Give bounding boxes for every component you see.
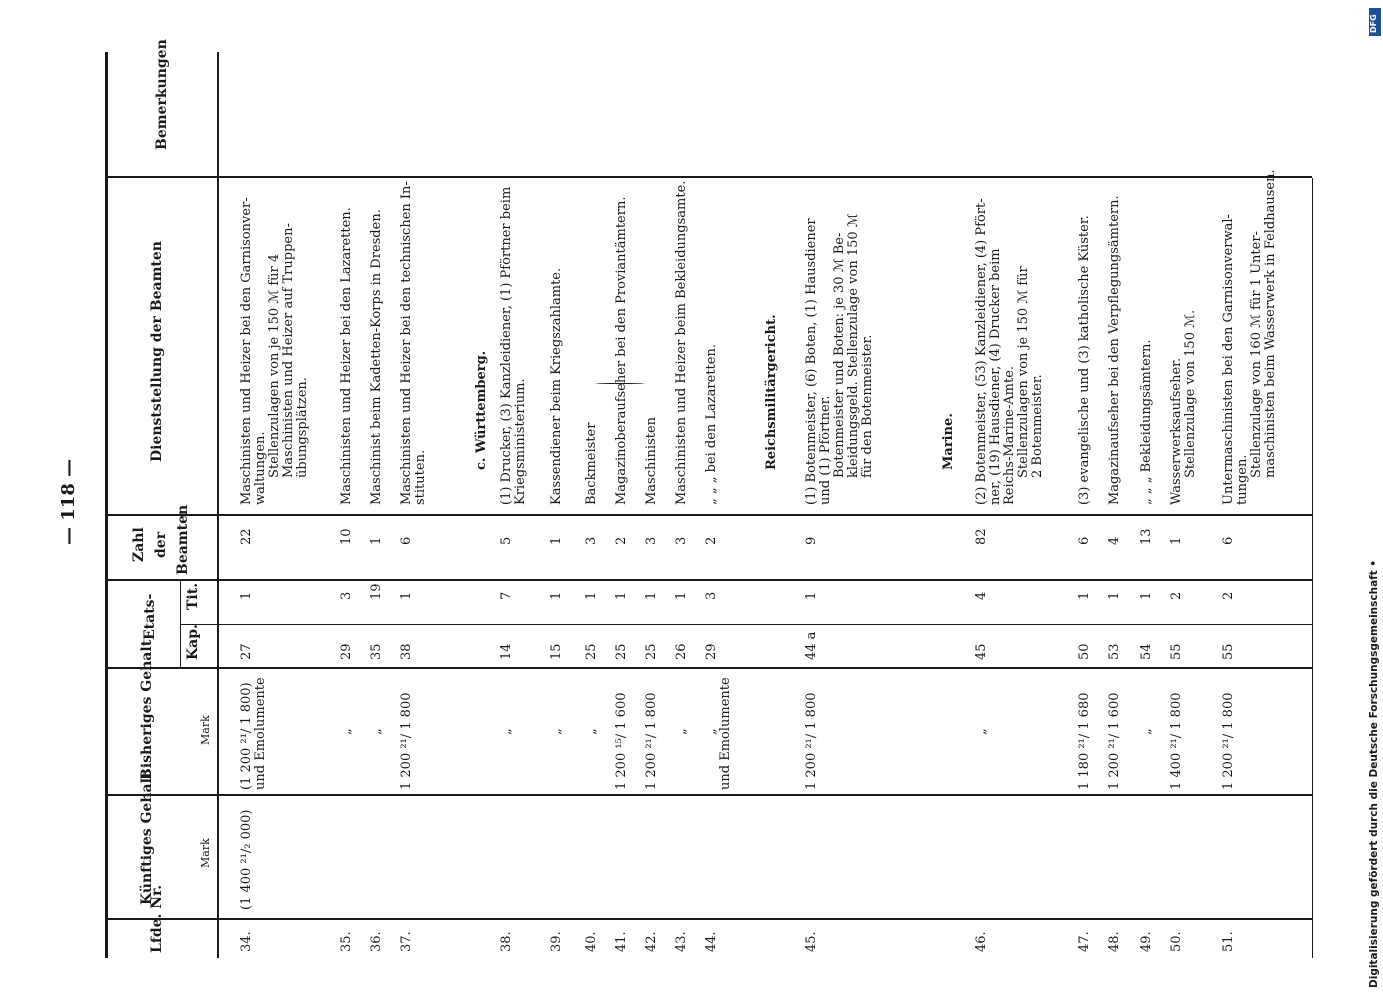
- dienststellung-note: maschinisten beim Wasserwerk in Feldhausen.: [1263, 169, 1278, 478]
- dienststellung-note: Stellenzulagen von je 150 ℳ für: [1016, 266, 1031, 478]
- bisheriges-gehalt-note: und Emolumente: [253, 677, 268, 790]
- dienststellung-text: „ „ „ Bekleidungsämtern.: [1139, 339, 1154, 505]
- bisheriges-gehalt: 1 200 ²¹/ 1 800: [1221, 692, 1236, 790]
- etat-kapitel: 15: [549, 643, 564, 660]
- etat-kapitel: 27: [239, 643, 254, 660]
- etat-kapitel: 25: [584, 643, 599, 660]
- zahl-der-beamten: 6: [1077, 536, 1092, 545]
- bisheriges-gehalt: 1 180 ²¹/ 1 680: [1077, 692, 1092, 790]
- divider-kap-tit: [180, 624, 1312, 625]
- etat-titel: 3: [704, 591, 719, 600]
- dienststellung-text: und (1) Pförtner.: [818, 395, 833, 505]
- bisheriges-gehalt: 1 400 ²¹/ 1 800: [1169, 692, 1184, 790]
- zahl-der-beamten: 6: [1221, 536, 1236, 545]
- etat-kapitel: 35: [369, 643, 384, 660]
- etat-titel: 7: [499, 591, 514, 600]
- dienststellung-note: Stellenzulage von 160 ℳ für 1 Unter-: [1249, 231, 1264, 478]
- dienststellung-text: Maschinisten und Heizer bei den Garnisonver-: [239, 197, 254, 505]
- dienststellung-text: Maschinisten und Heizer bei den technischen In-: [399, 181, 414, 505]
- divider-tit-zahl: [107, 579, 1312, 581]
- bisheriges-gehalt: „: [974, 728, 989, 735]
- etat-titel: 1: [1107, 591, 1122, 600]
- dienststellung-text: ner, (19) Hausdiener, (4) Drucker beim: [988, 248, 1003, 505]
- dienststellung-text: Maschinisten und Heizer beim Bekleidungsamte.: [674, 180, 689, 505]
- dienststellung-text: Reichs-Marine-Amte.: [1002, 365, 1017, 505]
- dienststellung-text: Maschinisten: [644, 416, 659, 505]
- dienststellung-text: (3) evangelische und (3) katholische Küster.: [1077, 215, 1092, 505]
- dienststellung-text: (2) Botenmeister, (53) Kanzleidiener, (4) Pfört-: [974, 198, 989, 505]
- divider-bisher-kap: [107, 667, 1312, 669]
- dienststellung-note: 2 Botenmeister.: [1030, 374, 1045, 478]
- footer-note: Digitalisierung gefördert durch die Deutsche Forschungsgemeinschaft •: [1368, 559, 1380, 988]
- header-dienststellung: Dienststellung der Beamten: [149, 241, 165, 462]
- dienststellung-text: Kassendiener beim Kriegszahlamte.: [549, 267, 564, 505]
- dienststellung-text: Maschinisten und Heizer bei den Lazaretten.: [339, 207, 354, 505]
- divider-zahl-dienst: [107, 514, 1312, 516]
- etat-titel: 1: [1077, 591, 1092, 600]
- section-heading: c. Württemberg.: [474, 350, 489, 470]
- row-number: 35.: [339, 931, 354, 952]
- etat-titel: 2: [1221, 591, 1236, 600]
- divider-kuenftig-bisher: [107, 794, 1312, 796]
- bisheriges-gehalt: „: [499, 728, 514, 735]
- etat-titel: 1: [399, 591, 414, 600]
- zahl-der-beamten: 2: [704, 536, 719, 545]
- bisheriges-gehalt-note: und Emolumente: [718, 677, 733, 790]
- header-bisheriges: Bisheriges Gehalt: [139, 639, 155, 780]
- zahl-der-beamten: 22: [239, 528, 254, 545]
- etat-titel: 1: [239, 591, 254, 600]
- etat-titel: 1: [549, 591, 564, 600]
- header-lfde-nr: Lfde. Nr.: [149, 884, 165, 953]
- bisheriges-gehalt: „: [1139, 728, 1154, 735]
- row-number: 49.: [1139, 931, 1154, 952]
- etat-titel: 2: [1169, 591, 1184, 600]
- etat-kapitel: 54: [1139, 643, 1154, 660]
- header-zahl-beamten: Beamten: [175, 504, 191, 575]
- bisheriges-gehalt: 1 200 ²¹/ 1 800: [399, 692, 414, 790]
- zahl-der-beamten: 1: [1169, 536, 1184, 545]
- row-number: 50.: [1169, 931, 1184, 952]
- zahl-der-beamten: 3: [644, 536, 659, 545]
- row-number: 45.: [804, 931, 819, 952]
- zahl-der-beamten: 9: [804, 536, 819, 545]
- dfg-logo: DFG: [1369, 8, 1381, 36]
- dienststellung-note: kleidungsgeld. Stellenzulage von 150 ℳ: [846, 213, 861, 478]
- dienststellung-text: waltungen.: [253, 431, 268, 505]
- dienststellung-text: Magazinaufseher bei den Verpflegungsämtern.: [1107, 195, 1122, 505]
- row-number: 43.: [674, 931, 689, 952]
- etat-kapitel: 25: [614, 643, 629, 660]
- dienststellung-note: Maschinisten und Heizer auf Truppen-: [281, 223, 296, 478]
- header-zahl-der: der: [153, 531, 169, 558]
- bisheriges-gehalt: (1 200 ²¹/ 1 800): [239, 682, 254, 790]
- etat-kapitel: 14: [499, 643, 514, 660]
- header-bisheriges-unit: Mark: [199, 715, 212, 745]
- etat-titel: 1: [674, 591, 689, 600]
- zahl-der-beamten: 2: [614, 536, 629, 545]
- etat-titel: 3: [339, 591, 354, 600]
- etat-titel: 1: [804, 591, 819, 600]
- dienststellung-text: Untermaschinisten bei den Garnisonverwal-: [1221, 214, 1236, 505]
- etat-titel: 1: [614, 591, 629, 600]
- header-divider: [217, 52, 219, 958]
- etat-kapitel: 44 a: [804, 631, 819, 660]
- row-number: 38.: [499, 931, 514, 952]
- row-number: 44.: [704, 931, 719, 952]
- zahl-der-beamten: 13: [1139, 528, 1154, 545]
- etat-kapitel: 55: [1221, 643, 1236, 660]
- header-zahl: Zahl: [131, 527, 147, 562]
- dienststellung-text: Wasserwerksaufseher.: [1169, 357, 1184, 505]
- zahl-der-beamten: 1: [549, 536, 564, 545]
- row-number: 34.: [239, 931, 254, 952]
- etat-titel: 1: [1139, 591, 1154, 600]
- row-number: 36.: [369, 931, 384, 952]
- dienststellung-note: für den Botenmeister.: [860, 334, 875, 478]
- section-heading: Reichsmilitärgericht.: [764, 314, 779, 470]
- bisheriges-gehalt: 1 200 ¹⁵/ 1 600: [614, 692, 629, 790]
- kuenftiges-gehalt: (1 400 ²¹/₂ 000): [239, 809, 254, 910]
- header-etats: Etats-: [142, 593, 158, 640]
- header-bemerkungen: Bemerkungen: [154, 39, 170, 150]
- row-number: 42.: [644, 931, 659, 952]
- etat-titel: 1: [644, 591, 659, 600]
- row-number: 51.: [1221, 931, 1236, 952]
- dienststellung-note: Botenmeister und Boten: je 30 ℳ Be-: [832, 232, 847, 478]
- etat-kapitel: 38: [399, 643, 414, 660]
- bisheriges-gehalt: „: [549, 728, 564, 735]
- zahl-der-beamten: 82: [974, 528, 989, 545]
- etat-kapitel: 26: [674, 643, 689, 660]
- zahl-der-beamten: 4: [1107, 536, 1122, 545]
- bisheriges-gehalt: „: [584, 728, 599, 735]
- etat-kapitel: 45: [974, 643, 989, 660]
- etat-kapitel: 29: [704, 643, 719, 660]
- etat-titel: 19: [369, 583, 384, 600]
- page-number: — 118 —: [58, 458, 79, 545]
- dienststellung-text: Magazinoberaufseher bei den Proviantämtern.: [614, 196, 629, 505]
- dienststellung-text: Backmeister: [584, 422, 599, 505]
- dienststellung-text: tungen.: [1235, 454, 1250, 505]
- row-number: 39.: [549, 931, 564, 952]
- header-kap: Kap.: [185, 624, 201, 660]
- row-number: 47.: [1077, 931, 1092, 952]
- bisheriges-gehalt: „: [369, 728, 384, 735]
- row-number: 46.: [974, 931, 989, 952]
- zahl-der-beamten: 10: [339, 528, 354, 545]
- zahl-der-beamten: 3: [584, 536, 599, 545]
- dienststellung-text: Kriegsministerium.: [513, 378, 528, 505]
- etat-kapitel: 29: [339, 643, 354, 660]
- etat-kapitel: 50: [1077, 643, 1092, 660]
- dienststellung-text: „ „ „ bei den Lazaretten.: [704, 344, 719, 505]
- zahl-der-beamten: 3: [674, 536, 689, 545]
- header-kuenftiges: Künftiges Gehalt: [139, 771, 155, 905]
- zahl-der-beamten: 6: [399, 536, 414, 545]
- etat-titel: 1: [584, 591, 599, 600]
- zahl-der-beamten: 1: [369, 536, 384, 545]
- zahl-der-beamten: 5: [499, 536, 514, 545]
- dienststellung-text: Maschinist beim Kadetten-Korps in Dresden.: [369, 209, 384, 505]
- row-number: 48.: [1107, 931, 1122, 952]
- section-heading: Marine.: [941, 413, 956, 470]
- divider-dienst-bemerk: [107, 176, 1312, 178]
- divider-nr-kuenftig: [107, 918, 1312, 920]
- dienststellung-text: (1) Drucker, (3) Kanzleidiener, (1) Pförtner beim: [499, 186, 514, 505]
- bisheriges-gehalt: „: [339, 728, 354, 735]
- row-number: 37.: [399, 931, 414, 952]
- dienststellung-note: Stellenzulage von 150 ℳ.: [1183, 309, 1198, 478]
- etat-kapitel: 25: [644, 643, 659, 660]
- header-tit: Tit.: [185, 582, 201, 610]
- etat-titel: 4: [974, 591, 989, 600]
- bisheriges-gehalt: „: [674, 728, 689, 735]
- dienststellung-note: übungsplätzen.: [295, 377, 310, 478]
- bisheriges-gehalt: 1 200 ²¹/ 1 600: [1107, 692, 1122, 790]
- dienststellung-note: Stellenzulagen von je 150 ℳ für 4: [267, 253, 282, 478]
- etat-kapitel: 53: [1107, 643, 1122, 660]
- divider-etats-sub: [180, 579, 181, 667]
- bisheriges-gehalt: „: [704, 728, 719, 735]
- dienststellung-text: (1) Botenmeister, (6) Boten, (1) Hausdiener: [804, 218, 819, 505]
- table-left-border: [105, 52, 108, 958]
- bisheriges-gehalt: 1 200 ²¹/ 1 800: [804, 692, 819, 790]
- row-number: 41.: [614, 931, 629, 952]
- header-kuenftiges-unit: Mark: [199, 838, 212, 868]
- row-number: 40.: [584, 931, 599, 952]
- table-right-border: [1312, 178, 1313, 958]
- dienststellung-text: stituten.: [413, 449, 428, 505]
- etat-kapitel: 55: [1169, 643, 1184, 660]
- bisheriges-gehalt: 1 200 ²¹/ 1 800: [644, 692, 659, 790]
